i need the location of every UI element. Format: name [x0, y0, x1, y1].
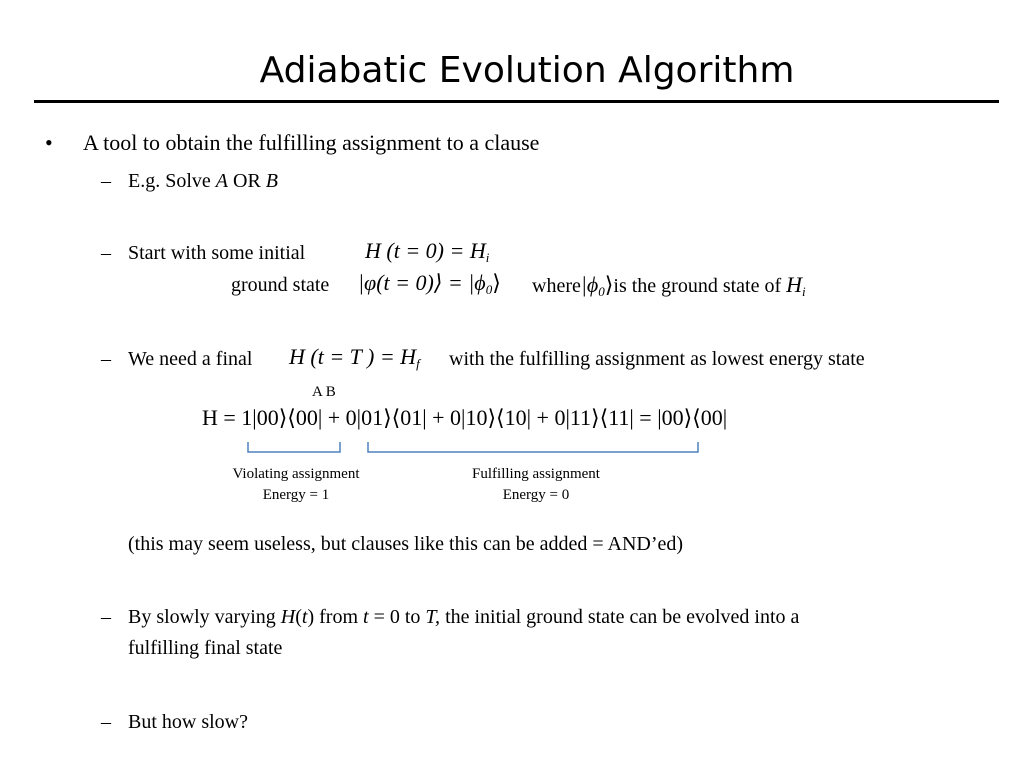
bullet-marker: •	[45, 130, 53, 155]
slow-question: But how slow?	[128, 711, 248, 733]
dash-marker: –	[101, 711, 111, 733]
note-text: (this may seem useless, but clauses like this can be added = AND’ed)	[128, 533, 684, 555]
phi0-close: ⟩	[604, 272, 614, 297]
dash-marker: –	[101, 170, 111, 192]
fulfilling-label-1: Fulfilling assignment	[472, 466, 600, 482]
ground-state-label: ground state	[231, 274, 330, 296]
final-suffix: with the fulfilling assignment as lowest energy state	[449, 348, 865, 370]
vary-p4: = 0 to	[368, 606, 426, 628]
is-ground-label: is the ground state of	[613, 275, 782, 297]
where-label: where	[532, 275, 581, 297]
initial-h-expr: H (t = 0) = H	[365, 238, 486, 263]
dash-marker: –	[101, 348, 111, 370]
fulfilling-bracket	[368, 442, 698, 452]
dash-marker: –	[101, 606, 111, 628]
title-rule	[34, 100, 999, 103]
vary-t2: t	[363, 606, 369, 628]
eg-prefix: E.g. Solve	[128, 170, 216, 192]
phi-close: ⟩	[492, 270, 501, 295]
final-h-sub: f	[416, 356, 420, 371]
initial-h-sub: i	[485, 250, 490, 265]
initial-hamiltonian	[365, 238, 489, 266]
eg-a: A	[215, 170, 228, 192]
fulfilling-label-2: Energy = 0	[502, 487, 570, 503]
where-clause	[532, 272, 806, 300]
hi-sub: i	[802, 284, 806, 299]
initial-state	[358, 270, 501, 298]
vary-p3: ) from	[307, 606, 364, 628]
final-h-expr: H (t = T ) = H	[289, 344, 417, 369]
phi-expr: |φ(t = 0)⟩ = |ϕ	[358, 270, 486, 295]
violating-label-2: Energy = 1	[262, 487, 330, 503]
phi0-open: |ϕ	[580, 272, 599, 297]
vary-T: T,	[425, 606, 441, 628]
ab-label: A B	[312, 384, 336, 400]
start-text: Start with some initial	[128, 242, 306, 264]
eg-line	[128, 170, 278, 193]
vary-p2: (	[295, 606, 302, 628]
violating-label-1: Violating assignment	[232, 466, 360, 482]
vary-p5: the initial ground state can be evolved into a	[440, 606, 800, 628]
final-hamiltonian	[289, 344, 420, 372]
page-title: Adiabatic Evolution Algorithm	[259, 50, 795, 91]
bullet-text: A tool to obtain the fulfilling assignment to a clause	[83, 130, 540, 155]
final-prefix: We need a final	[128, 348, 253, 370]
hamiltonian-expression: H = 1|00⟩⟨00| + 0|01⟩⟨01| + 0|10⟩⟨10| + 0|11⟩⟨11| = |00⟩⟨00|	[202, 405, 728, 430]
vary-p1: By slowly varying	[128, 606, 281, 628]
eg-b: B	[265, 170, 279, 192]
violating-bracket	[248, 442, 340, 452]
vary-line-2: fulfilling final state	[128, 637, 283, 659]
vary-h: H	[280, 606, 296, 628]
dash-marker: –	[101, 242, 111, 264]
vary-t1: t	[301, 606, 308, 628]
brackets	[240, 440, 710, 456]
eg-or: OR	[228, 170, 266, 192]
hi-symbol: H	[786, 272, 803, 297]
phi0-sub: 0	[598, 284, 605, 299]
phi-sub: 0	[485, 282, 493, 297]
vary-line-1	[128, 606, 799, 629]
